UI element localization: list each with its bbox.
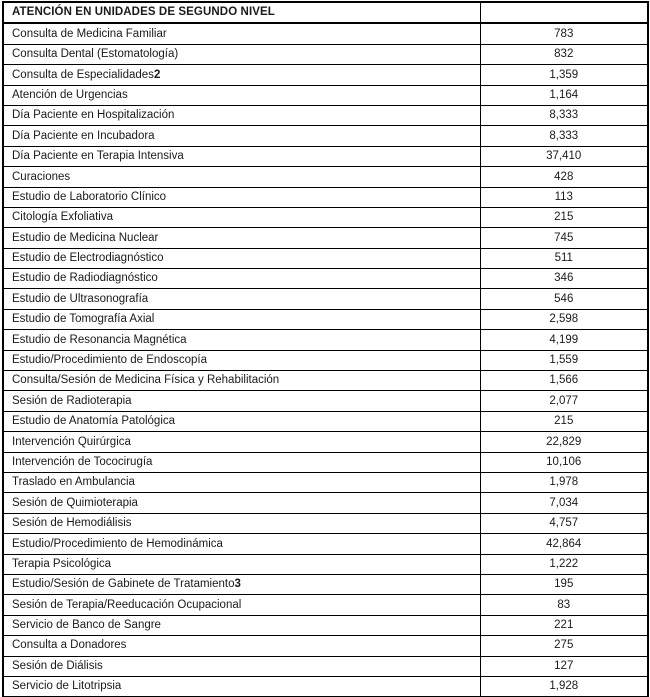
service-value: 37,410 [480,146,648,166]
service-label: Estudio de Tomografía Axial [12,313,155,326]
service-value: 783 [480,23,648,44]
service-label-cell [3,411,480,431]
service-label: Terapia Psicológica [12,557,112,570]
service-label: Estudio de Resonancia Magnética [12,333,187,346]
service-label: Traslado en Ambulancia [12,476,135,489]
service-value: 1,566 [480,371,648,391]
service-value: 83 [480,595,648,615]
table-row [3,595,648,615]
table-row [3,513,648,533]
service-label: Estudio de Radiodiagnóstico [12,272,158,285]
service-label-cell [3,513,480,533]
service-label: Sesión de Quimioterapia [12,496,138,509]
service-value: 546 [480,289,648,309]
service-label-cell [3,167,480,187]
table-row [3,493,648,513]
service-label-cell [3,391,480,411]
service-value: 215 [480,207,648,227]
service-label-cell [3,595,480,615]
table-row [3,574,648,594]
second-level-care-table [2,1,649,697]
service-label-cell [3,289,480,309]
service-label: Intervención de Tococirugía [12,455,153,468]
service-label-cell [3,44,480,64]
table-body [3,23,648,697]
table-row [3,534,648,554]
table-row [3,636,648,656]
service-value: 2,598 [480,309,648,329]
service-label: Estudio de Ultrasonografía [12,292,149,305]
table-row [3,167,648,187]
service-value: 10,106 [480,452,648,472]
table-row [3,676,648,697]
service-value: 7,034 [480,493,648,513]
table-row [3,615,648,635]
table-title: ATENCIÓN EN UNIDADES DE SEGUNDO NIVEL [3,2,480,23]
table-row [3,65,648,85]
table-row [3,207,648,227]
service-label-cell [3,615,480,635]
service-label-cell [3,228,480,248]
service-label-cell [3,330,480,350]
table-row [3,248,648,268]
table-row [3,85,648,105]
service-label-cell [3,534,480,554]
service-label-cell [3,350,480,370]
service-value: 113 [480,187,648,207]
service-label-cell [3,65,480,85]
table-value-header [480,2,648,23]
service-label: Consulta de Especialidades [12,68,154,81]
service-label: Intervención Quirúrgica [12,435,131,448]
service-label: Citología Exfoliativa [12,211,113,224]
service-value: 1,164 [480,85,648,105]
service-label: Día Paciente en Terapia Intensiva [12,150,184,163]
service-label: Día Paciente en Incubadora [12,129,155,142]
service-label-cell [3,574,480,594]
service-label-cell [3,452,480,472]
table-row [3,656,648,676]
service-label: Sesión de Diálisis [12,659,103,672]
table-row [3,146,648,166]
service-label: Consulta de Medicina Familiar [12,27,167,40]
service-label-cell [3,636,480,656]
service-label-cell [3,126,480,146]
service-label-cell [3,493,480,513]
table-row [3,452,648,472]
service-label: Sesión de Radioterapia [12,394,132,407]
service-value: 8,333 [480,105,648,125]
table-row [3,269,648,289]
service-label-cell [3,85,480,105]
service-label-cell [3,309,480,329]
service-label-cell [3,187,480,207]
service-label: Día Paciente en Hospitalización [12,109,175,122]
service-value: 428 [480,167,648,187]
service-label: Estudio de Electrodiagnóstico [12,252,164,265]
table-row [3,309,648,329]
service-label: Atención de Urgencias [12,88,128,101]
service-label: Consulta a Donadores [12,639,127,652]
service-label-cell [3,105,480,125]
table-row [3,23,648,44]
service-label: Consulta/Sesión de Medicina Física y Rehabilitación [12,374,280,387]
service-label: Sesión de Hemodiálisis [12,517,132,530]
table-header-row [3,2,648,23]
service-label-cell [3,269,480,289]
table-row [3,371,648,391]
service-value: 1,928 [480,676,648,697]
table-row [3,350,648,370]
service-value: 511 [480,248,648,268]
service-value: 215 [480,411,648,431]
service-label: Curaciones [12,170,71,183]
service-value: 1,359 [480,65,648,85]
service-value: 2,077 [480,391,648,411]
service-label-cell [3,676,480,697]
table-row [3,187,648,207]
service-value: 22,829 [480,432,648,452]
footnote-marker: 3 [234,578,241,591]
service-label: Servicio de Banco de Sangre [12,619,161,632]
footnote-marker: 2 [153,68,161,81]
table-row [3,44,648,64]
service-value: 42,864 [480,534,648,554]
table-row [3,432,648,452]
table-row [3,228,648,248]
service-value: 1,559 [480,350,648,370]
service-value: 4,199 [480,330,648,350]
service-label: Estudio/Procedimiento de Hemodinámica [12,537,223,550]
service-label-cell [3,207,480,227]
service-label-cell [3,432,480,452]
service-value: 127 [480,656,648,676]
service-label-cell [3,23,480,44]
table-row [3,126,648,146]
service-label-cell [3,146,480,166]
table-row [3,411,648,431]
service-label: Estudio de Anatomía Patológica [12,415,176,428]
service-value: 1,222 [480,554,648,574]
service-value: 195 [480,574,648,594]
service-label: Sesión de Terapia/Reeducación Ocupacional [12,598,242,611]
service-label: Estudio de Laboratorio Clínico [12,190,167,203]
table-row [3,289,648,309]
table-row [3,554,648,574]
service-value: 745 [480,228,648,248]
service-value: 8,333 [480,126,648,146]
table-row [3,105,648,125]
service-label-cell [3,472,480,492]
service-value: 1,978 [480,472,648,492]
service-label: Estudio de Medicina Nuclear [12,231,159,244]
service-value: 221 [480,615,648,635]
service-value: 832 [480,44,648,64]
service-label: Consulta Dental (Estomatología) [12,48,179,61]
service-value: 346 [480,269,648,289]
table-row [3,330,648,350]
table-row [3,391,648,411]
service-label-cell [3,656,480,676]
service-label-cell [3,371,480,391]
service-label: Estudio/Procedimiento de Endoscopía [12,354,207,367]
table-row [3,472,648,492]
service-value: 4,757 [480,513,648,533]
service-label-cell [3,554,480,574]
service-label: Servicio de Litotripsia [12,680,122,693]
service-label-cell [3,248,480,268]
service-label: Estudio/Sesión de Gabinete de Tratamiento [12,578,235,591]
service-value: 275 [480,636,648,656]
